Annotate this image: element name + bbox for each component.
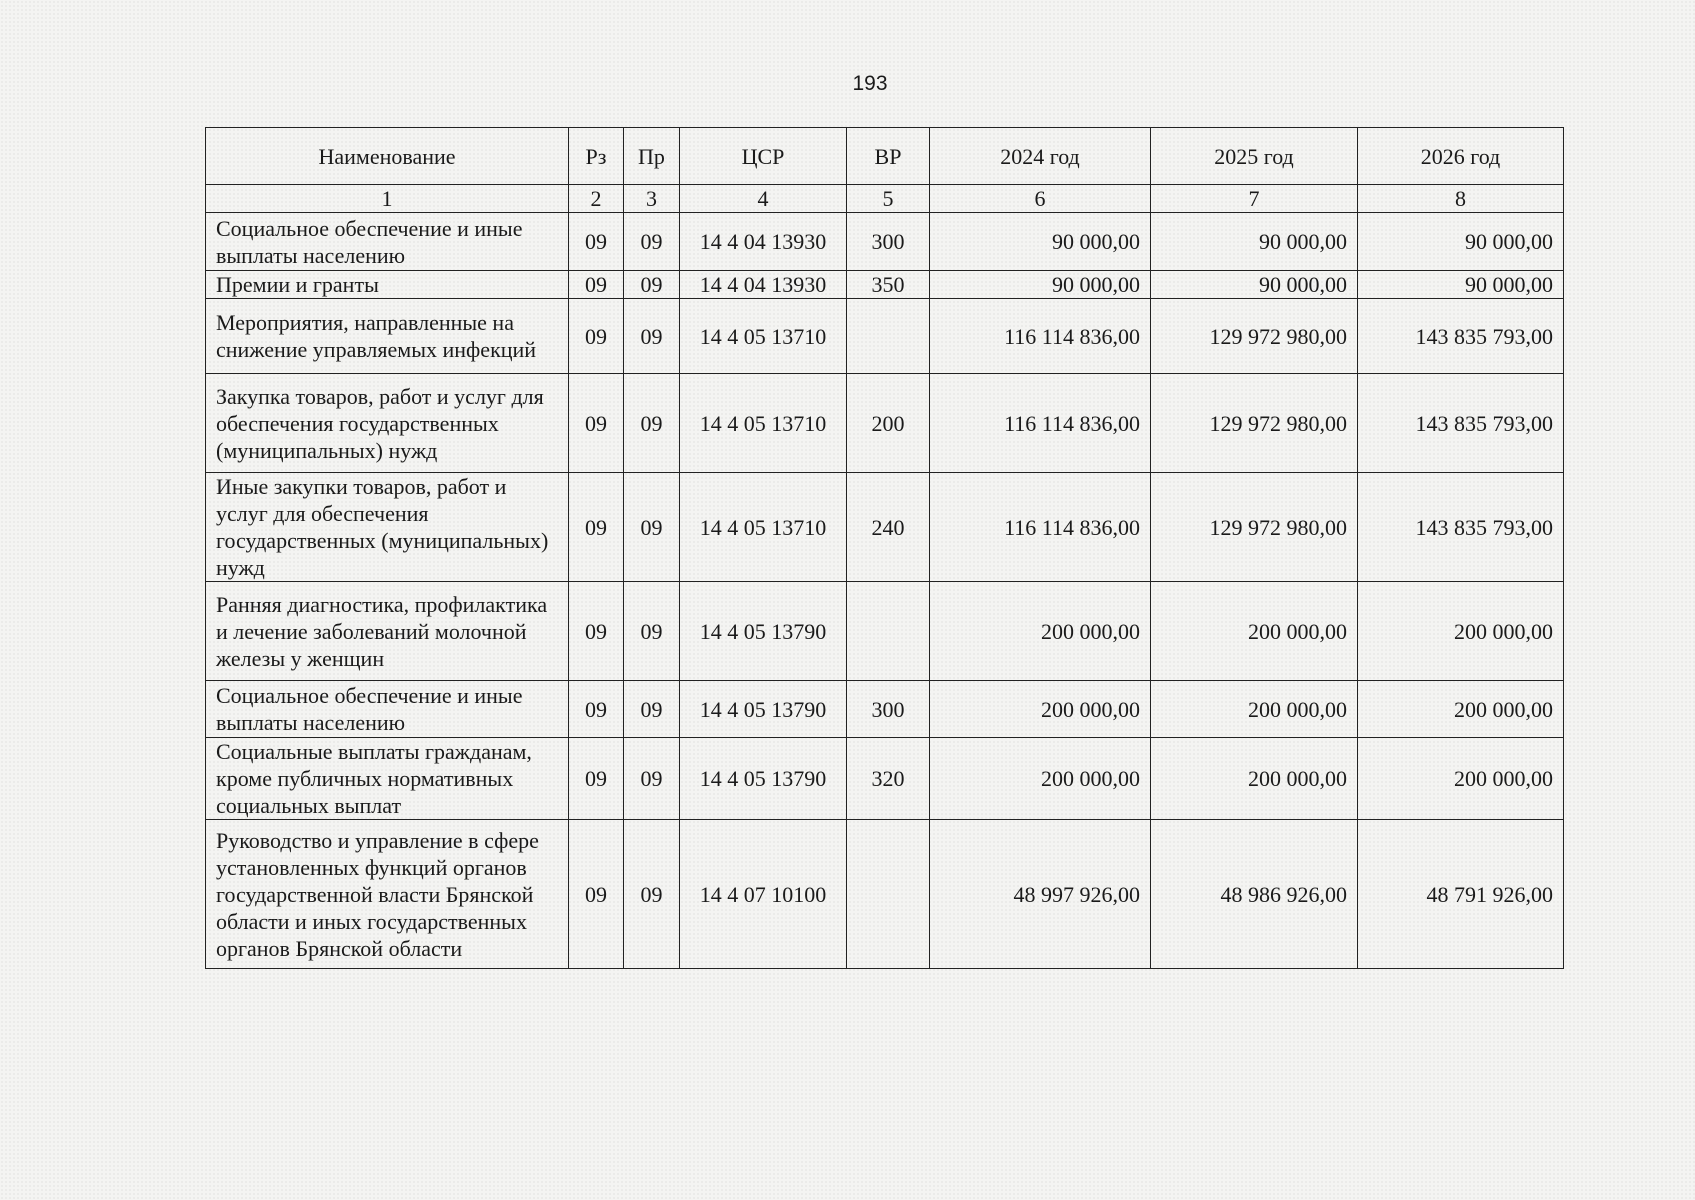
row-rz: 09 [569, 820, 624, 969]
table-row [206, 374, 1564, 473]
row-amount-2024: 116 114 836,00 [930, 299, 1151, 374]
row-csr: 14 4 05 13790 [680, 681, 847, 738]
row-rz: 09 [569, 213, 624, 271]
header-2026: 2026 год [1358, 128, 1564, 185]
row-csr: 14 4 07 10100 [680, 820, 847, 969]
column-number-row [206, 185, 1564, 213]
header-2024: 2024 год [930, 128, 1151, 185]
row-amount-2026: 200 000,00 [1358, 582, 1564, 681]
row-csr: 14 4 04 13930 [680, 271, 847, 299]
column-number: 8 [1358, 185, 1564, 213]
column-number: 1 [206, 185, 569, 213]
row-csr: 14 4 04 13930 [680, 213, 847, 271]
row-amount-2024: 200 000,00 [930, 681, 1151, 738]
row-name: Ранняя диагностика, профилактика и лечение заболеваний молочной железы у женщин [206, 582, 569, 681]
row-amount-2025: 48 986 926,00 [1151, 820, 1358, 969]
table-row [206, 213, 1564, 271]
row-amount-2024: 200 000,00 [930, 738, 1151, 820]
column-number: 4 [680, 185, 847, 213]
row-amount-2026: 143 835 793,00 [1358, 473, 1564, 582]
header-vr: ВР [847, 128, 930, 185]
row-vr: 320 [847, 738, 930, 820]
header-2025: 2025 год [1151, 128, 1358, 185]
row-csr: 14 4 05 13790 [680, 738, 847, 820]
row-csr: 14 4 05 13710 [680, 374, 847, 473]
row-amount-2025: 200 000,00 [1151, 582, 1358, 681]
column-number: 6 [930, 185, 1151, 213]
row-rz: 09 [569, 473, 624, 582]
row-pr: 09 [624, 681, 680, 738]
row-pr: 09 [624, 738, 680, 820]
row-rz: 09 [569, 681, 624, 738]
table-row [206, 582, 1564, 681]
table-row [206, 271, 1564, 299]
row-pr: 09 [624, 820, 680, 969]
row-pr: 09 [624, 299, 680, 374]
row-amount-2025: 129 972 980,00 [1151, 473, 1358, 582]
row-rz: 09 [569, 582, 624, 681]
row-amount-2026: 200 000,00 [1358, 738, 1564, 820]
row-vr [847, 820, 930, 969]
table-row [206, 473, 1564, 582]
header-rz: Рз [569, 128, 624, 185]
row-pr: 09 [624, 473, 680, 582]
row-name: Закупка товаров, работ и услуг для обеспечения государственных (муниципальных) нужд [206, 374, 569, 473]
row-vr [847, 299, 930, 374]
column-number: 2 [569, 185, 624, 213]
row-amount-2026: 143 835 793,00 [1358, 374, 1564, 473]
row-amount-2025: 90 000,00 [1151, 213, 1358, 271]
header-csr: ЦСР [680, 128, 847, 185]
row-vr: 200 [847, 374, 930, 473]
row-amount-2025: 129 972 980,00 [1151, 374, 1358, 473]
row-rz: 09 [569, 299, 624, 374]
column-number: 5 [847, 185, 930, 213]
page-number: 193 [852, 72, 888, 95]
row-pr: 09 [624, 213, 680, 271]
row-vr: 350 [847, 271, 930, 299]
row-rz: 09 [569, 738, 624, 820]
row-amount-2025: 129 972 980,00 [1151, 299, 1358, 374]
row-vr: 300 [847, 681, 930, 738]
header-name: Наименование [206, 128, 569, 185]
row-vr: 300 [847, 213, 930, 271]
row-amount-2026: 48 791 926,00 [1358, 820, 1564, 969]
table-row [206, 738, 1564, 820]
row-pr: 09 [624, 582, 680, 681]
row-name: Социальное обеспечение и иные выплаты населению [206, 213, 569, 271]
table-row [206, 299, 1564, 374]
row-amount-2024: 116 114 836,00 [930, 473, 1151, 582]
table-row [206, 820, 1564, 969]
row-amount-2025: 200 000,00 [1151, 681, 1358, 738]
table-row [206, 681, 1564, 738]
row-name: Социальные выплаты гражданам, кроме публичных нормативных социальных выплат [206, 738, 569, 820]
row-vr: 240 [847, 473, 930, 582]
row-name: Социальное обеспечение и иные выплаты населению [206, 681, 569, 738]
row-amount-2024: 90 000,00 [930, 213, 1151, 271]
row-pr: 09 [624, 374, 680, 473]
column-number: 3 [624, 185, 680, 213]
row-name: Руководство и управление в сфере установленных функций органов государственной власти Брянской области и иных государственных органов Брянской области [206, 820, 569, 969]
row-name: Премии и гранты [206, 271, 569, 299]
row-name: Мероприятия, направленные на снижение управляемых инфекций [206, 299, 569, 374]
row-amount-2024: 90 000,00 [930, 271, 1151, 299]
budget-table [205, 127, 1564, 969]
row-amount-2025: 200 000,00 [1151, 738, 1358, 820]
row-amount-2026: 90 000,00 [1358, 213, 1564, 271]
row-csr: 14 4 05 13790 [680, 582, 847, 681]
row-pr: 09 [624, 271, 680, 299]
row-amount-2026: 143 835 793,00 [1358, 299, 1564, 374]
header-row [206, 128, 1564, 185]
row-vr [847, 582, 930, 681]
row-amount-2026: 90 000,00 [1358, 271, 1564, 299]
row-csr: 14 4 05 13710 [680, 299, 847, 374]
row-amount-2025: 90 000,00 [1151, 271, 1358, 299]
row-rz: 09 [569, 271, 624, 299]
row-amount-2024: 200 000,00 [930, 582, 1151, 681]
column-number: 7 [1151, 185, 1358, 213]
row-amount-2026: 200 000,00 [1358, 681, 1564, 738]
header-pr: Пр [624, 128, 680, 185]
row-amount-2024: 116 114 836,00 [930, 374, 1151, 473]
row-name: Иные закупки товаров, работ и услуг для обеспечения государственных (муниципальных) нужд [206, 473, 569, 582]
row-rz: 09 [569, 374, 624, 473]
row-csr: 14 4 05 13710 [680, 473, 847, 582]
row-amount-2024: 48 997 926,00 [930, 820, 1151, 969]
